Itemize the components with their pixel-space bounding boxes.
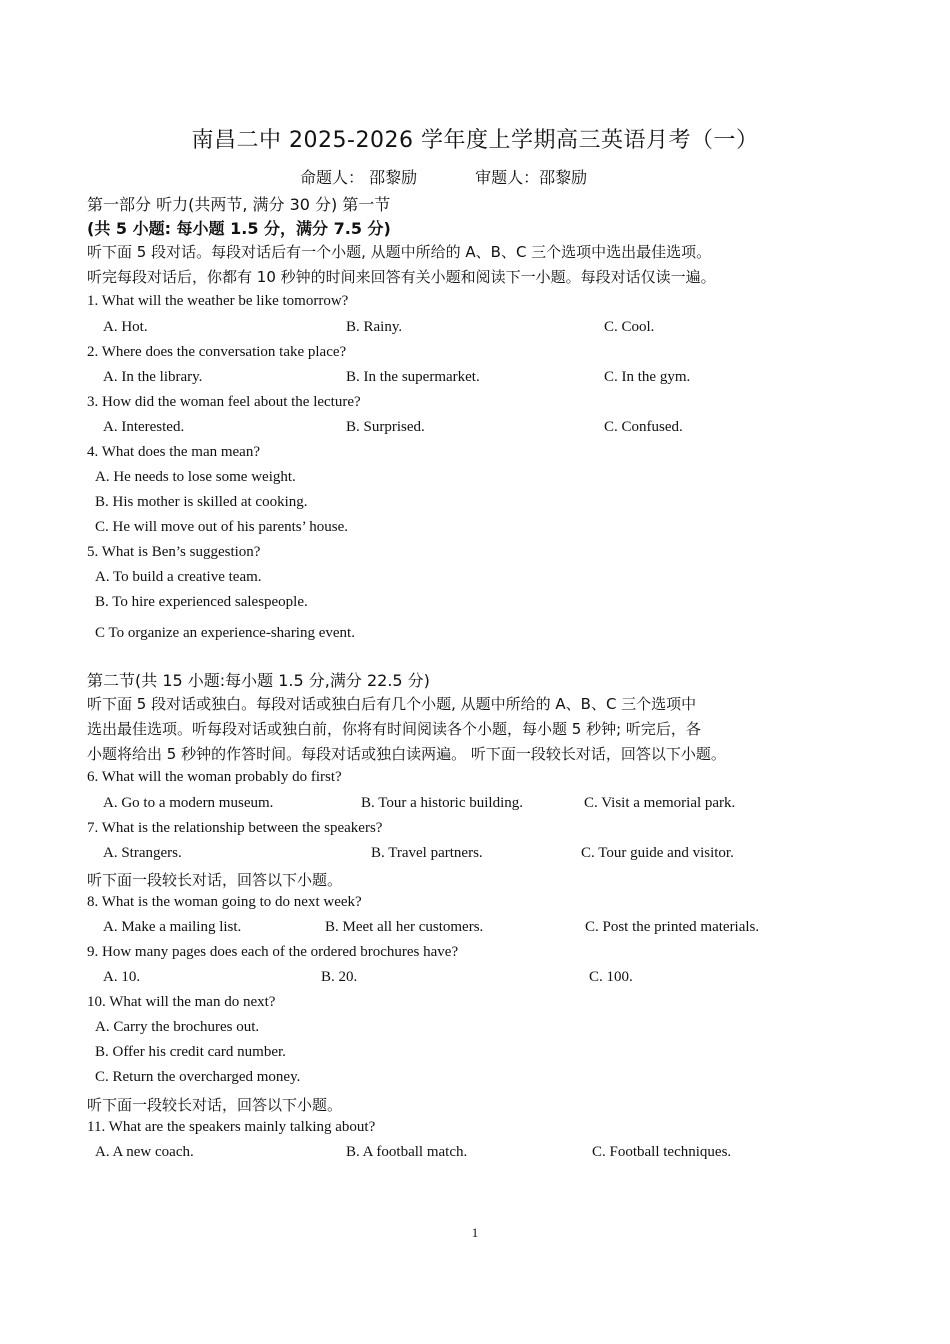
page-number: 1 [471,1225,479,1240]
q9-option-b: B. 20. [321,969,358,985]
reviewer: 审题人：邵黎励 [475,168,588,187]
q8-option-c: C. Post the printed materials. [585,919,760,935]
question-6: 6. What will the woman probably do first? [87,769,342,785]
authors-line [300,165,587,188]
part1-instruction-1: 听下面 5 段对话。每段对话后有一个小题, 从题中所给的 A、B、C 三个选项中选出最佳选项。 [87,243,712,261]
q10-option-b: B. Offer his credit card number. [95,1044,286,1060]
q1-option-b: B. Rainy. [346,319,403,335]
question-1: 1. What will the weather be like tomorrow? [87,293,349,309]
q3-option-a: A. Interested. [103,419,185,435]
long-dialogue-note-2: 听下面一段较长对话，回答以下小题。 [87,1096,343,1114]
question-7: 7. What is the relationship between the speakers? [87,820,383,836]
q6-option-b: B. Tour a historic building. [361,795,523,811]
question-5: 5. What is Ben’s suggestion? [87,544,261,560]
question-9: 9. How many pages does each of the ordered brochures have? [87,944,459,960]
question-2: 2. Where does the conversation take place? [87,344,347,360]
part2-header: 第二节(共 15 小题:每小题 1.5 分,满分 22.5 分) [87,671,430,690]
q6-option-a: A. Go to a modern museum. [103,795,274,811]
part1-instruction-2: 听完每段对话后，你都有 10 秒钟的时间来回答有关小题和阅读下一小题。每段对话仅读一遍。 [87,268,716,286]
q7-option-c: C. Tour guide and visitor. [581,845,734,861]
q2-option-b: B. In the supermarket. [346,369,480,385]
q8-option-a: A. Make a mailing list. [103,919,242,935]
q4-option-c: C. He will move out of his parents’ house. [95,519,349,535]
q11-option-b: B. A football match. [346,1144,468,1160]
question-4: 4. What does the man mean? [87,444,260,460]
q9-option-a: A. 10. [103,969,141,985]
q3-option-c: C. Confused. [604,419,683,435]
q1-option-c: C. Cool. [604,319,655,335]
long-dialogue-note: 听下面一段较长对话，回答以下小题。 [87,871,343,889]
q11-option-a: A. A new coach. [95,1144,194,1160]
q7-option-b: B. Travel partners. [371,845,483,861]
q4-option-b: B. His mother is skilled at cooking. [95,494,308,510]
q5-option-b: B. To hire experienced salespeople. [95,594,308,610]
q5-option-a: A. To build a creative team. [95,569,262,585]
question-8: 8. What is the woman going to do next week? [87,894,362,910]
question-3: 3. How did the woman feel about the lecture? [87,394,361,410]
page-title: 南昌二中 2025-2026 学年度上学期高三英语月考（一） [191,128,759,153]
part2-instruction-3: 小题将给出 5 秒钟的作答时间。每段对话或独白读两遍。 听下面一段较长对话，回答以下小题。 [87,745,726,763]
part2-instruction-2: 选出最佳选项。听每段对话或独白前，你将有时间阅读各个小题，每小题 5 秒钟; 听完后，各 [87,720,701,738]
part1-subheader: (共 5 小题: 每小题 1.5 分，满分 7.5 分) [87,219,391,238]
q5-option-c: C To organize an experience-sharing event. [95,625,355,641]
q10-option-a: A. Carry the brochures out. [95,1019,260,1035]
question-11: 11. What are the speakers mainly talking about? [87,1119,376,1135]
q9-option-c: C. 100. [589,969,633,985]
q2-option-c: C. In the gym. [604,369,691,385]
q1-option-a: A. Hot. [103,319,148,335]
setter: 命题人： 邵黎励 [300,168,418,187]
q7-option-a: A. Strangers. [103,845,182,861]
q3-option-b: B. Surprised. [346,419,425,435]
q2-option-a: A. In the library. [103,369,203,385]
part1-header: 第一部分 听力(共两节, 满分 30 分) 第一节 [87,195,391,214]
question-10: 10. What will the man do next? [87,994,276,1010]
q11-option-c: C. Football techniques. [592,1144,732,1160]
q8-option-b: B. Meet all her customers. [325,919,484,935]
q10-option-c: C. Return the overcharged money. [95,1069,301,1085]
q4-option-a: A. He needs to lose some weight. [95,469,296,485]
q6-option-c: C. Visit a memorial park. [584,795,736,811]
part2-instruction-1: 听下面 5 段对话或独白。每段对话或独白后有几个小题, 从题中所给的 A、B、C 三个选项中 [87,695,697,713]
